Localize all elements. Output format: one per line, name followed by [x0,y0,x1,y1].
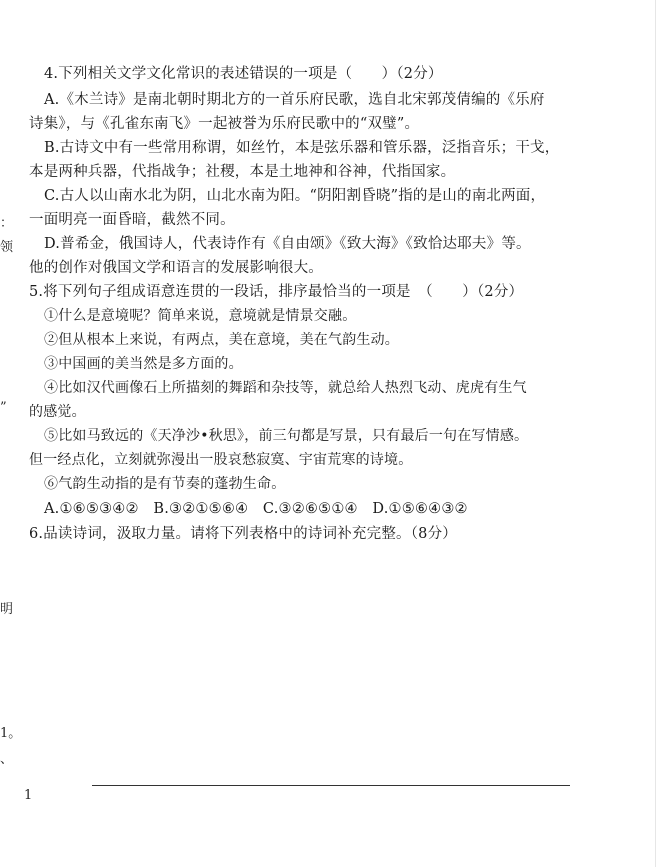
q4-option-a-line1: A.《木兰诗》是南北朝时期北方的一首乐府民歌，选自北宋郭茂倩编的《乐府 [44,92,545,108]
q5-stem: 5.将下列句子组成语意连贯的一段话，排序最恰当的一项是 （ ）（2分） [29,284,524,300]
q5-sentence-5-line1: ⑤比如马致远的《天净沙•秋思》，前三句都是写景，只有最后一句在写情感。 [44,428,529,444]
margin-mark: 1。 [0,726,22,741]
q4-stem: 4.下列相关文学文化常识的表述错误的一项是（ ）（2分） [44,66,443,82]
margin-mark: 明 [0,602,14,617]
margin-mark: 1 [24,788,33,803]
margin-mark: ： [0,216,14,231]
footer-divider [92,785,570,786]
q5-options: A.①⑥⑤③④② B.③②①⑤⑥④ C.③②⑥⑤①④ D.①⑤⑥④③② [44,501,468,517]
q5-sentence-6: ⑥气韵生动指的是有节奏的蓬勃生命。 [44,476,286,492]
q5-sentence-4-line1: ④比如汉代画像石上所描刻的舞蹈和杂技等，就总给人热烈飞动、虎虎有生气 [44,380,527,396]
q5-sentence-1: ①什么是意境呢？简单来说，意境就是情景交融。 [44,308,357,324]
q4-option-c-line2: 一面明亮一面昏暗，截然不同。 [29,212,235,228]
q4-option-a-line2: 诗集》，与《孔雀东南飞》一起被誉为乐府民歌中的“双璧”。 [29,116,420,132]
q4-option-d-line2: 他的创作对俄国文学和语言的发展影响很大。 [29,260,323,276]
q4-option-b-line2: 本是两种兵器，代指战争；社稷，本是土地神和谷神，代指国家。 [29,164,456,180]
page-edge [655,0,656,867]
margin-mark: 、 [0,752,14,767]
q4-option-d-line1: D.普希金，俄国诗人，代表诗作有《自由颂》《致大海》《致恰达耶夫》等。 [44,236,531,252]
margin-mark: ” [0,400,7,415]
q4-option-c-line1: C.古人以山南水北为阴，山北水南为阳。“阴阳割昏晓”指的是山的南北两面， [44,188,546,204]
q6-stem: 6.品读诗词，汲取力量。请将下列表格中的诗词补充完整。（8分） [29,526,458,542]
q5-sentence-5-line2: 但一经点化，立刻就弥漫出一股哀愁寂寞、宇宙荒寒的诗境。 [29,452,413,468]
margin-mark: 领 [0,240,14,255]
q5-sentence-4-line2: 的感觉。 [29,404,86,420]
q4-option-b-line1: B.古诗文中有一些常用称谓，如丝竹，本是弦乐器和管乐器，泛指音乐；干戈， [44,140,560,156]
q5-sentence-2: ②但从根本上来说，有两点，美在意境，美在气韵生动。 [44,332,399,348]
q5-sentence-3: ③中国画的美当然是多方面的。 [44,356,243,372]
